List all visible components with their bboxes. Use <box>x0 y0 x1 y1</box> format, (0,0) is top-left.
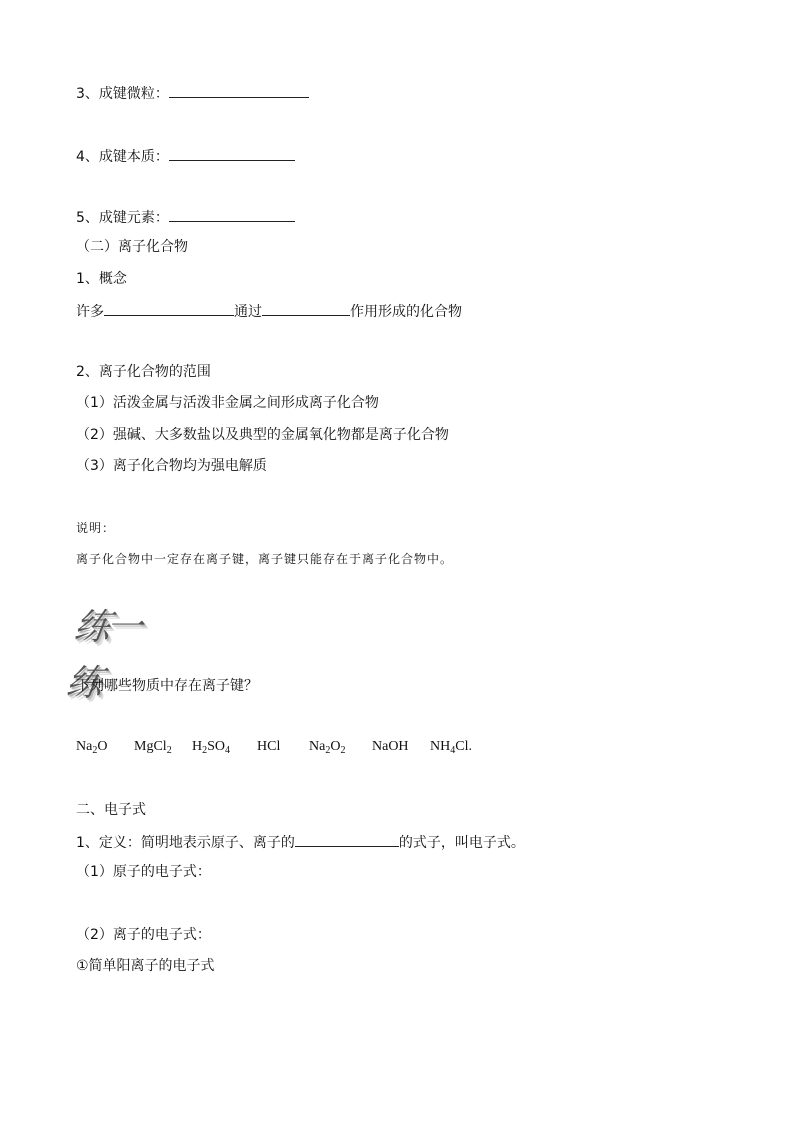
range-item: （3）离子化合物均为强电解质 <box>76 458 267 474</box>
item-bond-element <box>76 206 295 228</box>
range-title: 2、离子化合物的范围 <box>76 364 211 380</box>
fill-blank[interactable] <box>295 831 399 847</box>
concept-sentence: 许多 通过 作用形成的化合物 <box>76 300 462 322</box>
fill-blank[interactable] <box>262 300 350 316</box>
item-label: 5、成键元素： <box>76 210 169 226</box>
range-item: （2）强碱、大多数盐以及典型的金属氧化物都是离子化合物 <box>76 427 449 443</box>
cation-electron-formula: ①简单阳离子的电子式 <box>76 958 215 974</box>
item-bond-particle <box>76 82 309 104</box>
formula-hcl: HCl <box>257 739 281 754</box>
section-heading-electron: 二、电子式 <box>76 802 146 818</box>
note-label: 说明： <box>76 521 116 535</box>
practice-question: 下列哪些物质中存在离子键？ <box>76 678 258 694</box>
formula-mgcl2: MgCl$_2$ <box>134 739 172 756</box>
formula-h2so4: $H_2SO_4$ <box>192 739 231 756</box>
note-text: 离子化合物中一定存在离子键，离子键只能存在于离子化合物中。 <box>76 552 454 566</box>
item-bond-essence <box>76 145 295 167</box>
section-heading-ionic: （二）离子化合物 <box>76 239 188 255</box>
formula-naoh: NaOH <box>372 739 409 754</box>
fill-blank[interactable] <box>169 145 295 161</box>
item-label: 3、成键微粒： <box>76 86 169 102</box>
fill-blank[interactable] <box>169 82 309 98</box>
definition-sentence: 1、定义：简明地表示原子、离子的 的式子，叫电子式。 <box>76 831 525 853</box>
range-item: （1）活泼金属与活泼非金属之间形成离子化合物 <box>76 395 379 411</box>
practice-art-title: 练一练 <box>63 607 141 704</box>
fill-blank[interactable] <box>104 300 234 316</box>
atom-electron-formula: （1）原子的电子式： <box>76 864 211 880</box>
fill-blank[interactable] <box>169 206 295 222</box>
formula-na2o2: $Na_2O_2$ <box>309 739 346 756</box>
formula-na2o: $Na_2O$ <box>76 739 108 756</box>
formula-nh4cl: $NH_4Cl$. <box>430 739 472 756</box>
item-label: 4、成键本质： <box>76 149 169 165</box>
ion-electron-formula: （2）离子的电子式： <box>76 927 211 943</box>
concept-title: 1、概念 <box>76 271 127 287</box>
